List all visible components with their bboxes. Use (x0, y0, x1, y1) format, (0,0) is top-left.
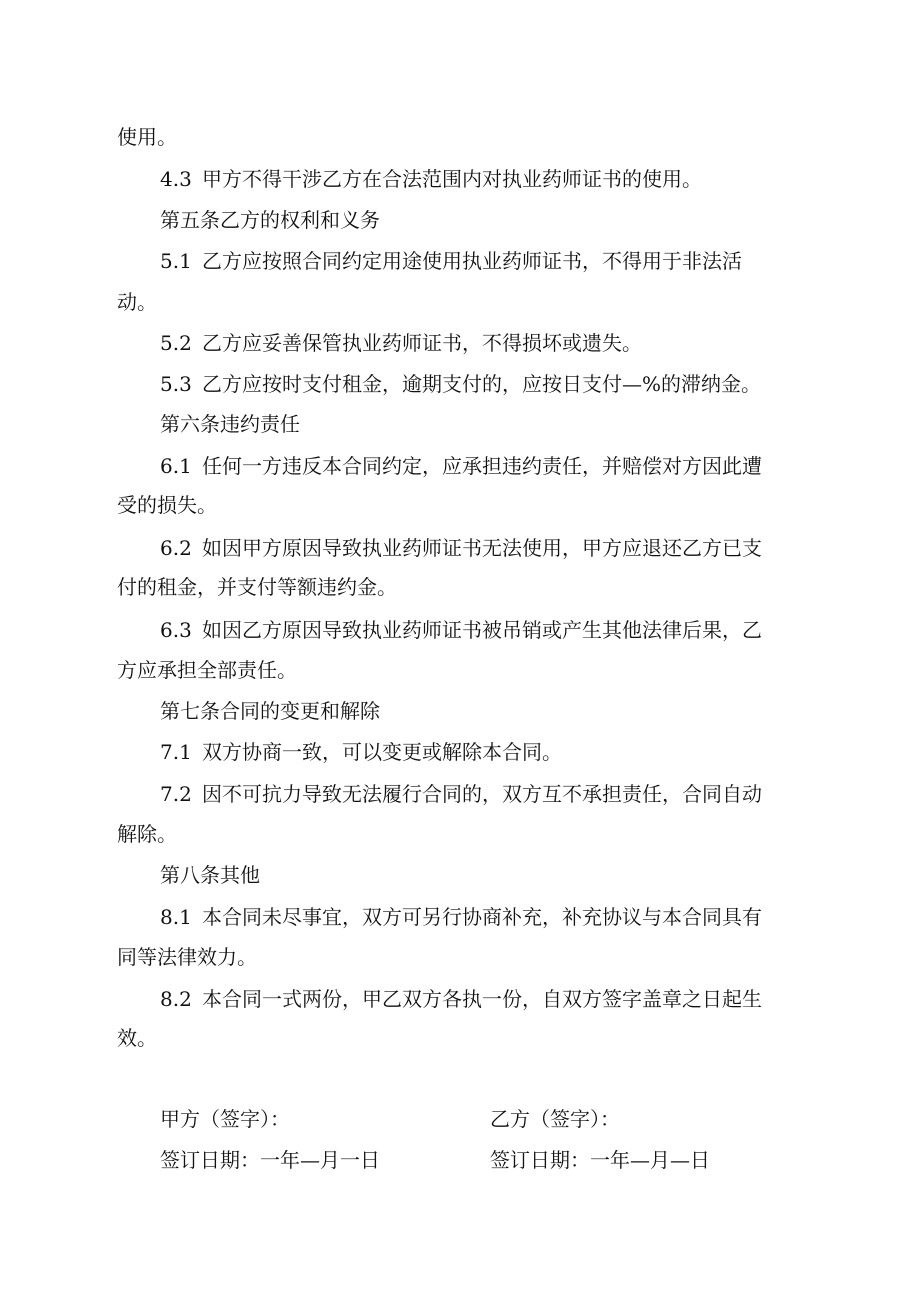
clause-number: 4.3 (160, 167, 192, 191)
clause-4-3 (160, 166, 860, 192)
clause-text: 乙方应按照合同约定用途使用执业药师证书，不得用于非法活 (202, 249, 742, 273)
clause-number: 6.3 (160, 618, 192, 642)
clause-8-1 (160, 904, 860, 930)
clause-number: 7.1 (160, 740, 192, 764)
clause-number: 5.2 (160, 331, 192, 355)
clause-text: 如因甲方原因导致执业药师证书无法使用，甲方应退还乙方已支 (202, 536, 762, 560)
clause-6-2 (160, 535, 860, 561)
clause-text: 甲方不得干涉乙方在合法范围内对执业药师证书的使用。 (202, 167, 702, 191)
clause-5-2 (160, 330, 860, 356)
clause-text: 如因乙方原因导致执业药师证书被吊销或产生其他法律后果，乙 (202, 618, 762, 642)
clause-6-3 (160, 617, 860, 643)
section-8-heading: 第八条其他 (160, 863, 260, 887)
clause-8-2 (160, 986, 860, 1012)
clause-6-3-continuation: 方应承担全部责任。 (117, 658, 297, 682)
section-5-heading: 第五条乙方的权利和义务 (160, 208, 380, 232)
clause-7-1 (160, 739, 860, 765)
party-a-signature-label: 甲方（签字）： (160, 1107, 290, 1131)
clause-number: 5.3 (160, 372, 192, 396)
clause-text: 任何一方违反本合同约定，应承担违约责任，并赔偿对方因此遭 (202, 454, 762, 478)
party-b-signature-label: 乙方（签字）： (490, 1107, 620, 1131)
section-6-heading: 第六条违约责任 (160, 412, 300, 436)
clause-6-2-continuation: 付的租金，并支付等额违约金。 (117, 575, 397, 599)
clause-text: 本合同一式两份，甲乙双方各执一份，自双方签字盖章之日起生 (202, 987, 762, 1011)
clause-text: 双方协商一致，可以变更或解除本合同。 (202, 740, 562, 764)
clause-number: 5.1 (160, 249, 192, 273)
clause-5-1 (160, 248, 860, 274)
clause-number: 8.1 (160, 905, 192, 929)
clause-text: 乙方应妥善保管执业药师证书，不得损坏或遗失。 (202, 331, 642, 355)
clause-8-2-continuation: 效。 (117, 1026, 157, 1050)
clause-number: 7.2 (160, 782, 192, 806)
clause-number: 8.2 (160, 987, 192, 1011)
clause-text: 乙方应按时支付租金，逾期支付的，应按日支付—%的滞纳金。 (202, 372, 762, 396)
clause-number: 6.1 (160, 454, 192, 478)
clause-text: 本合同未尽事宜，双方可另行协商补充，补充协议与本合同具有 (202, 905, 762, 929)
clause-5-1-continuation: 动。 (117, 290, 157, 314)
continuation-text: 使用。 (117, 125, 177, 149)
clause-7-2-continuation: 解除。 (117, 822, 177, 846)
clause-6-1-continuation: 受的损失。 (117, 493, 217, 517)
section-7-heading: 第七条合同的变更和解除 (160, 699, 380, 723)
party-b-sign-date: 签订日期：一年—月—日 (490, 1148, 710, 1172)
party-a-sign-date: 签订日期：一年—月一日 (160, 1148, 380, 1172)
clause-6-1 (160, 453, 860, 479)
clause-5-3 (160, 371, 860, 397)
clause-7-2 (160, 781, 860, 807)
clause-number: 6.2 (160, 536, 192, 560)
clause-text: 因不可抗力导致无法履行合同的，双方互不承担责任，合同自动 (202, 782, 762, 806)
clause-8-1-continuation: 同等法律效力。 (117, 945, 257, 969)
